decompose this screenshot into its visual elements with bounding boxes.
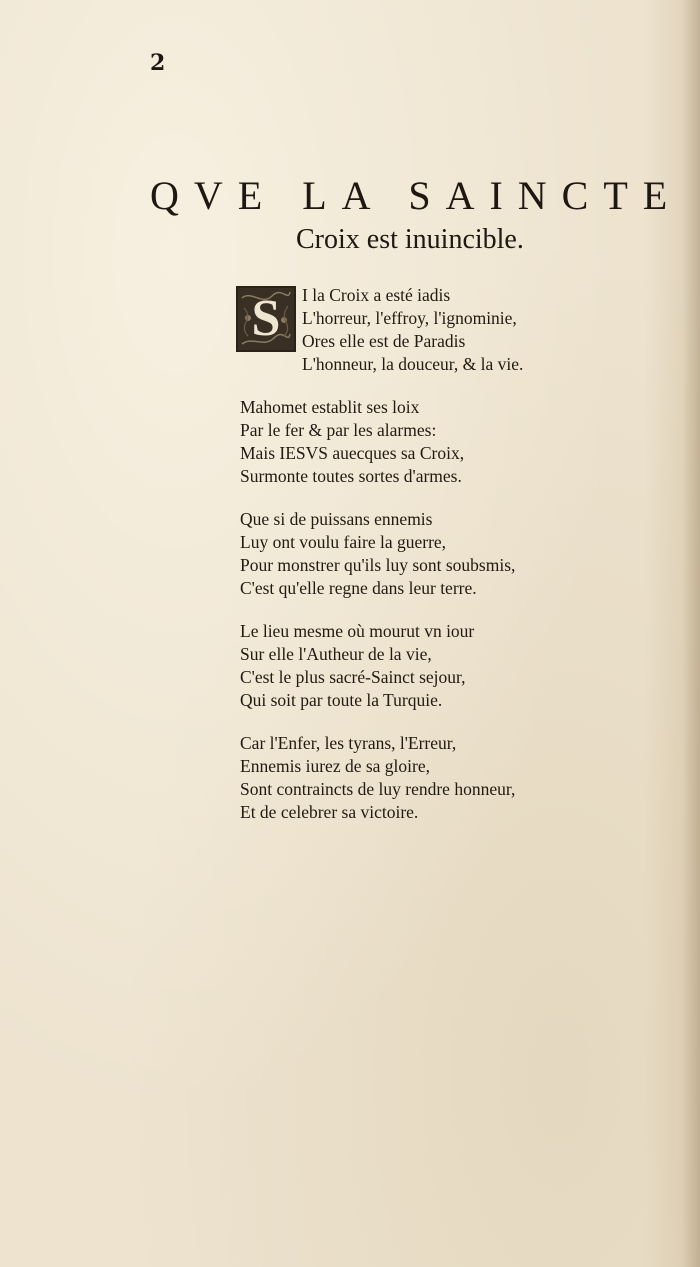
verse-line: Sur elle l'Autheur de la vie, [240, 644, 432, 664]
verse-line: C'est qu'elle regne dans leur terre. [240, 578, 477, 598]
stanza-3 [240, 508, 515, 600]
verse-line: Mais IESVS auecques sa Croix, [240, 443, 465, 463]
verse-line: C'est le plus sacré-Sainct sejour, [240, 667, 466, 687]
verse-line: Ennemis iurez de sa gloire, [240, 756, 431, 776]
stanza-5 [240, 732, 515, 824]
verse-line: Que si de puissans ennemis [240, 509, 433, 529]
page-number: 2 [150, 50, 166, 76]
verse-line: Qui soit par toute la Turquie. [240, 690, 443, 710]
verse-line: Luy ont voulu faire la guerre, [240, 532, 447, 552]
verse-line: Le lieu mesme où mourut vn iour [240, 621, 475, 641]
stanza-1 [302, 284, 523, 376]
verse-line: L'honneur, la douceur, & la vie. [302, 354, 524, 374]
drop-cap-letter: S [251, 290, 281, 347]
title-line-2: Croix est inuincible. [296, 224, 524, 255]
drop-cap-initial [236, 286, 296, 352]
verse-line: L'horreur, l'effroy, l'ignominie, [302, 308, 517, 328]
verse-line: Ores elle est de Paradis [302, 331, 466, 351]
title-line-1: QVE LA SAINCTE [150, 173, 683, 218]
verse-line: Et de celebrer sa victoire. [240, 802, 419, 822]
verse-line: Surmonte toutes sortes d'armes. [240, 466, 462, 486]
verse-line: Pour monstrer qu'ils luy sont soubsmis, [240, 555, 516, 575]
verse-line: Car l'Enfer, les tyrans, l'Erreur, [240, 733, 457, 753]
stanza-2 [240, 396, 464, 488]
stanza-4 [240, 620, 474, 712]
verse-line: Mahomet establit ses loix [240, 397, 420, 417]
verse-line: I la Croix a esté iadis [302, 285, 451, 305]
verse-line: Sont contraincts de luy rendre honneur, [240, 779, 516, 799]
verse-line: Par le fer & par les alarmes: [240, 420, 437, 440]
